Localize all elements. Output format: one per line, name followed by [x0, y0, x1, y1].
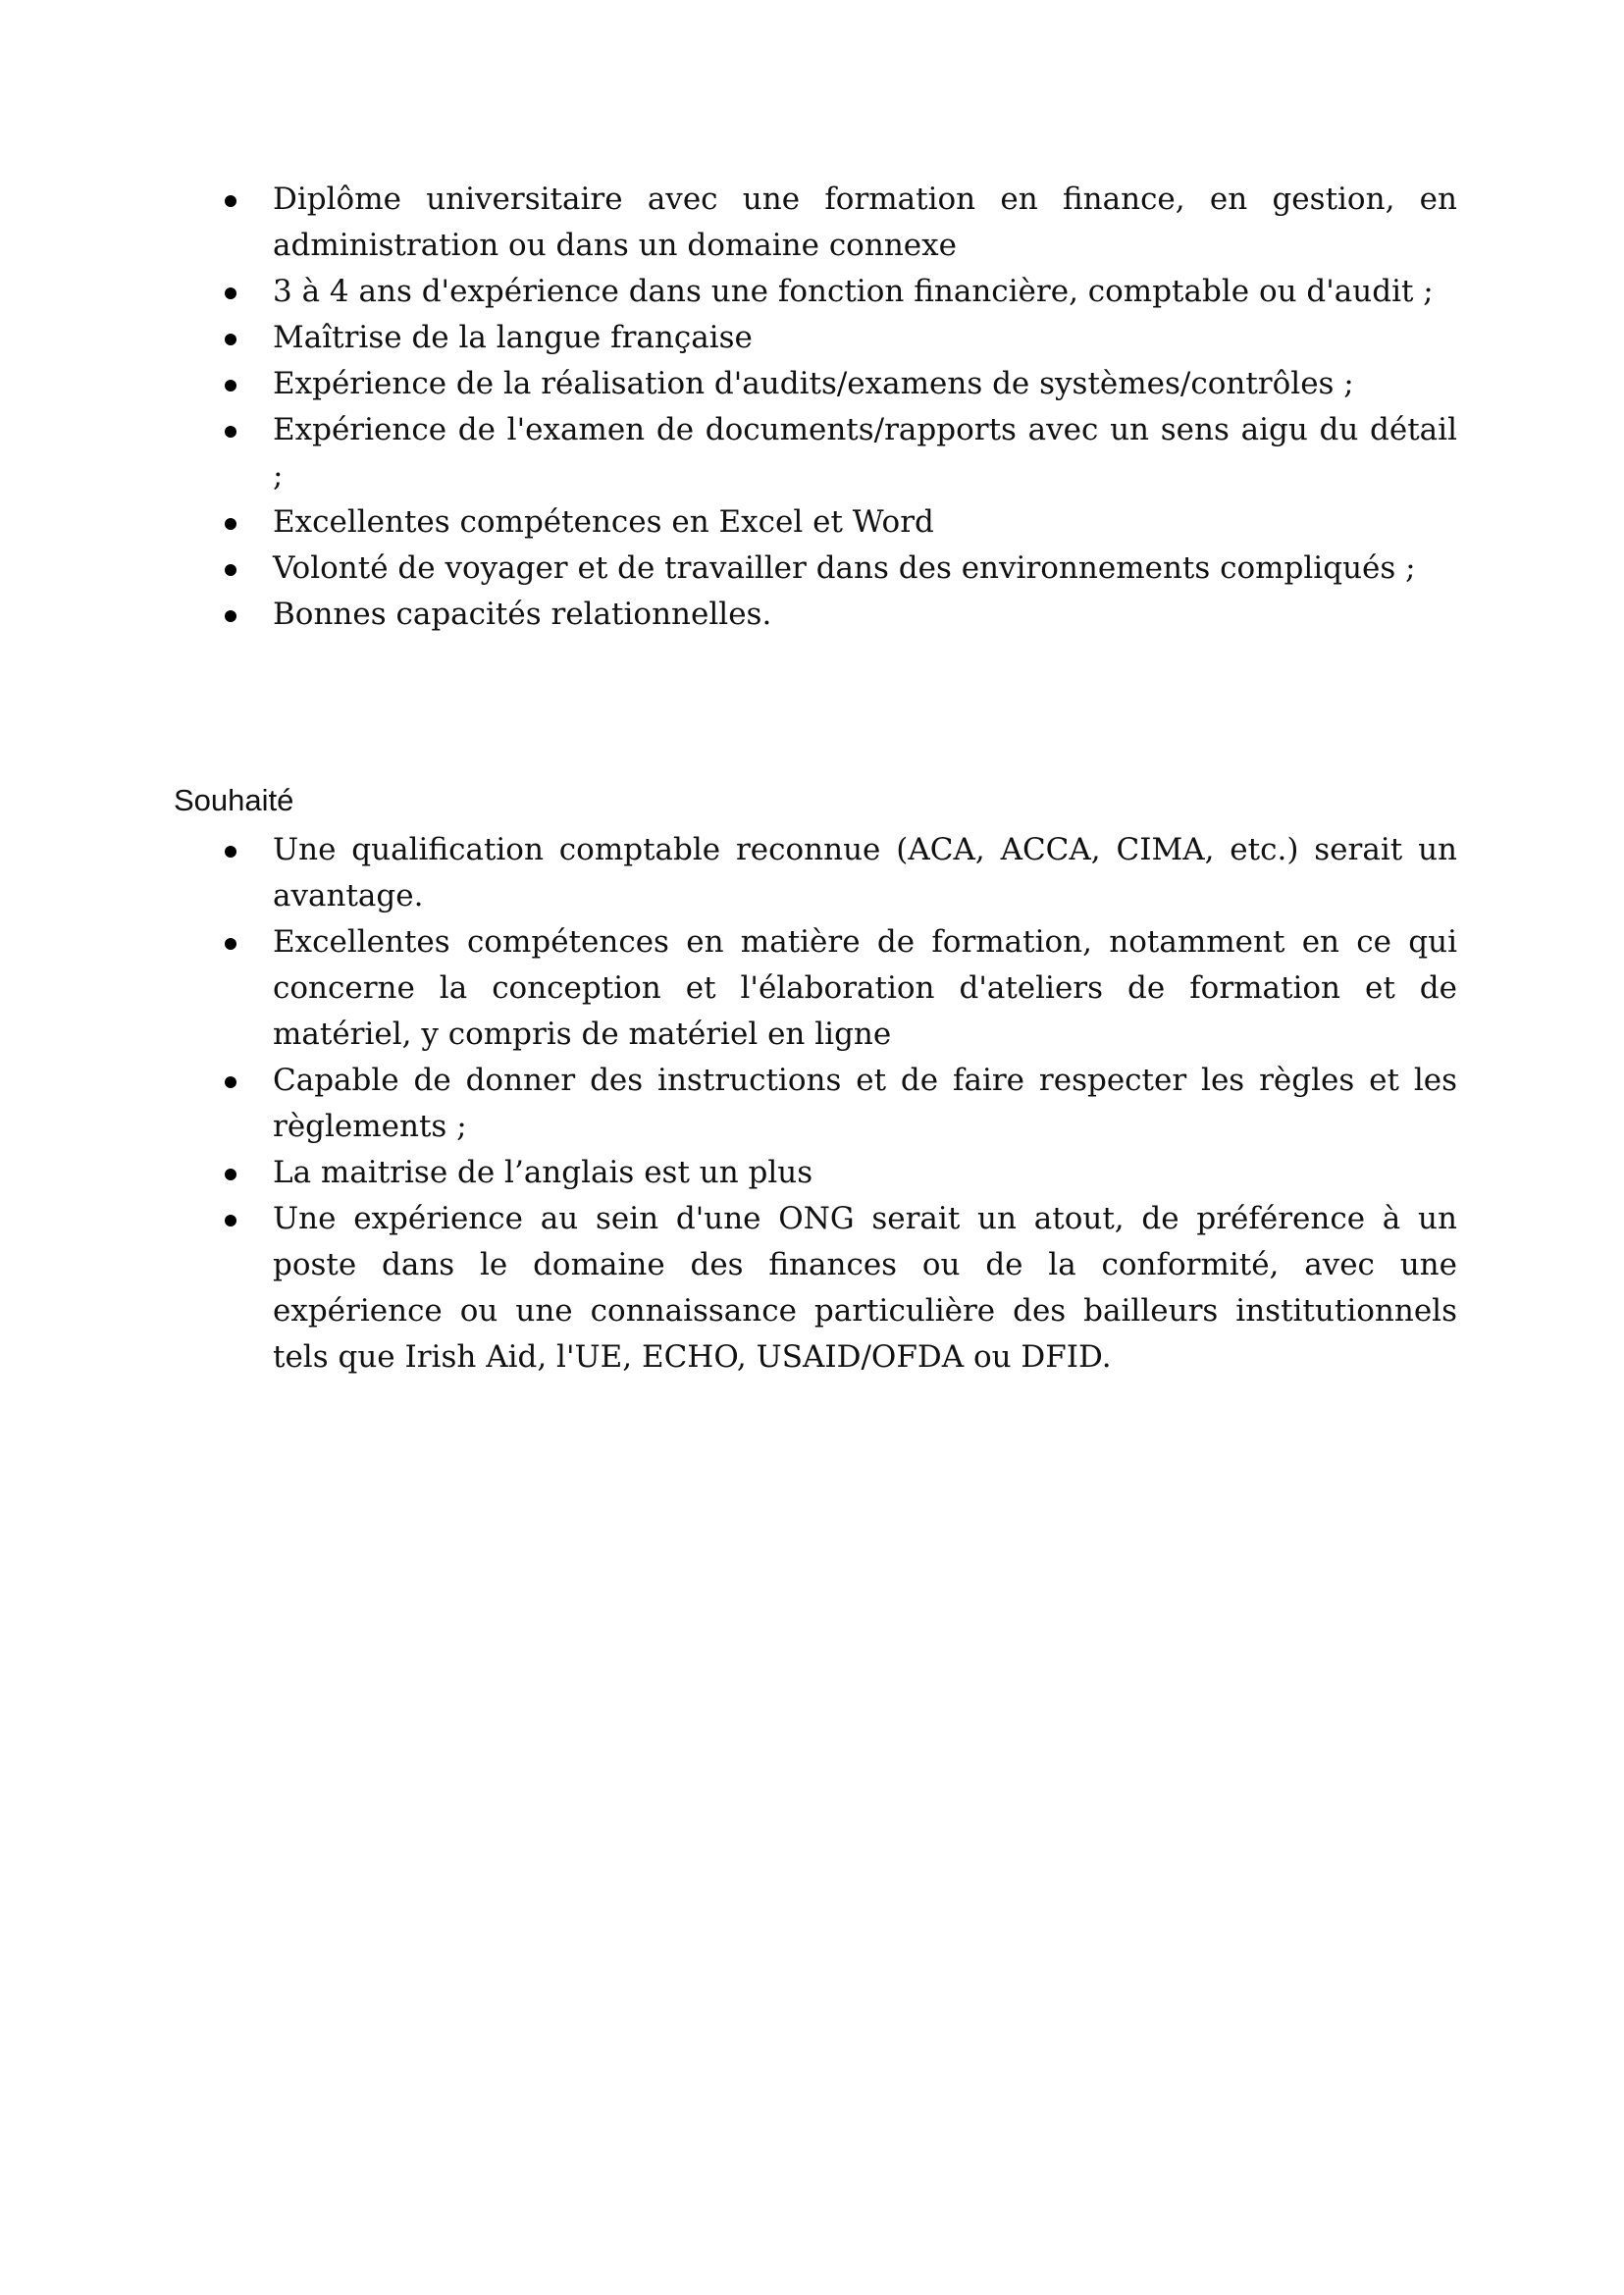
list-item-text: 3 à 4 ans d'expérience dans une fonction financière, comptable ou d'audit ;	[273, 274, 1434, 309]
list-item-text: Maîtrise de la langue française	[273, 320, 753, 355]
bullet-icon	[225, 610, 236, 622]
list-item-text: Excellentes compétences en Excel et Word	[273, 504, 934, 540]
list-item-text: Expérience de l'examen de documents/rapports avec un sens aigu du détail ;	[273, 412, 1457, 494]
bullet-icon	[225, 380, 236, 391]
list-item-text: Expérience de la réalisation d'audits/examens de systèmes/contrôles ;	[273, 366, 1354, 401]
bullet-icon	[225, 938, 236, 950]
bullet-icon	[225, 846, 236, 858]
bullet-icon	[225, 1215, 236, 1226]
list-item	[215, 1196, 1457, 1381]
list-item-text: Excellentes compétences en matière de formation, notamment en ce qui concerne la conception et l'élaboration d'ateliers de formation et de matériel, y compris de matériel en ligne	[273, 924, 1457, 1052]
bullet-icon	[225, 1076, 236, 1088]
desired-qualifications-list	[215, 827, 1457, 1381]
list-item-text: Bonnes capacités relationnelles.	[273, 597, 772, 632]
bullet-icon	[225, 195, 236, 207]
bullet-icon	[225, 564, 236, 576]
list-item	[215, 546, 1457, 592]
list-item	[215, 269, 1457, 315]
bullet-icon	[225, 287, 236, 299]
list-item-text: La maitrise de l’anglais est un plus	[273, 1155, 813, 1190]
section-heading-desired: Souhaité	[174, 783, 294, 817]
list-item-text: Diplôme universitaire avec une formation en finance, en gestion, en administration ou dans un domaine connexe	[273, 182, 1457, 263]
list-item	[215, 1058, 1457, 1150]
list-item	[215, 361, 1457, 407]
list-item-text: Une expérience au sein d'une ONG serait un atout, de préférence à un poste dans le domaine des finances ou de la conformité, avec une expérience ou une connaissance particulière des bailleurs institutionnels tels que Irish Aid, l'UE, ECHO, USAID/OFDA ou DFID.	[273, 1201, 1457, 1375]
list-item	[215, 827, 1457, 919]
bullet-icon	[225, 1169, 236, 1180]
list-item	[215, 177, 1457, 269]
requirements-list	[215, 177, 1457, 638]
bullet-icon	[225, 334, 236, 345]
bullet-icon	[225, 426, 236, 438]
list-item-text: Capable de donner des instructions et de faire respecter les règles et les règlements ;	[273, 1063, 1457, 1144]
list-item	[215, 407, 1457, 499]
list-item	[215, 1150, 1457, 1196]
list-item	[215, 919, 1457, 1058]
list-item	[215, 499, 1457, 546]
list-item	[215, 315, 1457, 361]
list-item	[215, 592, 1457, 638]
list-item-text: Volonté de voyager et de travailler dans des environnements compliqués ;	[273, 550, 1416, 586]
bullet-icon	[225, 518, 236, 530]
list-item-text: Une qualification comptable reconnue (ACA, ACCA, CIMA, etc.) serait un avantage.	[273, 832, 1457, 913]
